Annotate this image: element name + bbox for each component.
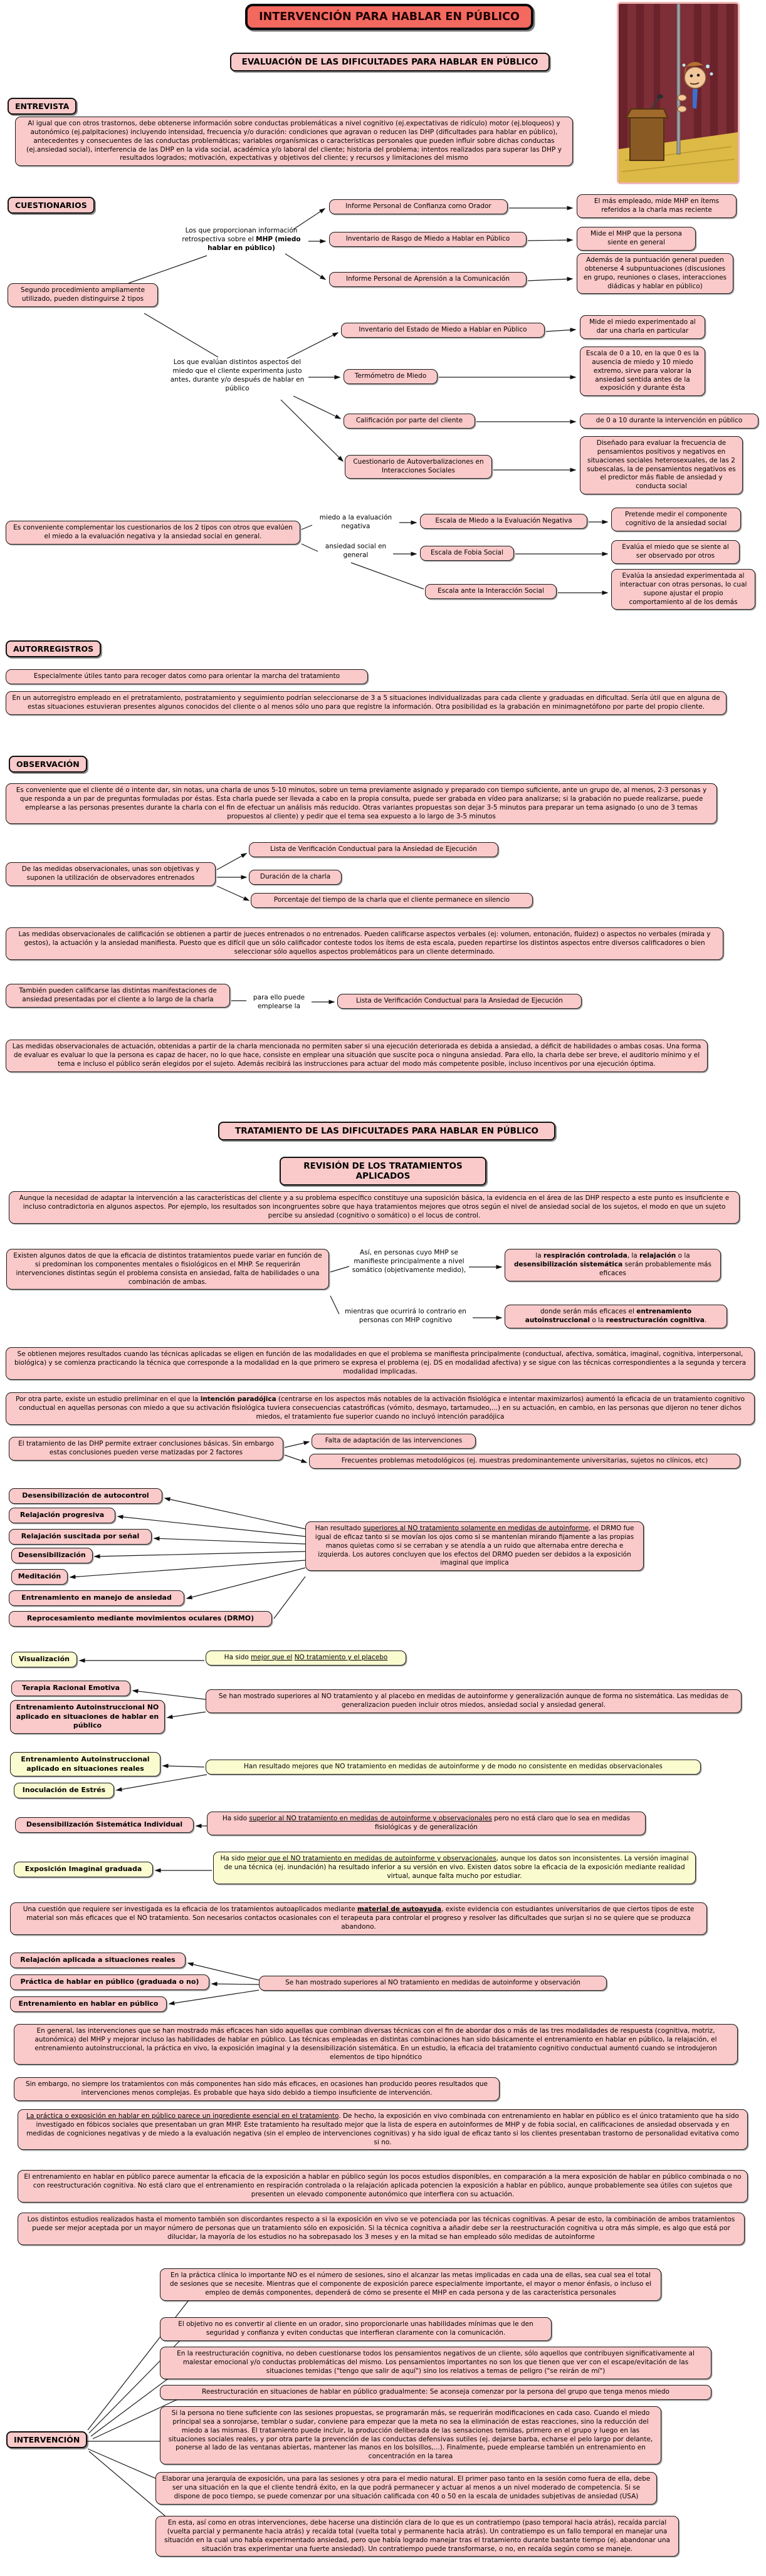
box-interaccion-social-desc: Evalúa la ansiedad experimentada al interactuar con otras personas, lo cual supone ajustar el propio comportamiento al de los demás [611,569,755,610]
box-escala-interaccion-social: Escala ante la Interacción Social [425,584,557,599]
box-inoculacion-estres: Inoculación de Estrés [14,1783,114,1798]
box-desensibilizacion-autocontrol: Desensibilización de autocontrol [9,1488,162,1504]
box-sin-embargo: Sin embargo, no siempre los tratamientos con más componentes han sido más eficaces, en ocasiones han producido peores resultados que intervenciones menos complejas. Es probable que haya sido debido a tiempo insuficiente de intervención. [14,2077,500,2101]
box-visualizacion: Visualización [11,1652,77,1667]
box-intervencion-recaidas: En esta, así como en otras intervenciones, debe hacerse una distinción clara de lo que es un contratiempo (paso temporal hacia atrás), recaída parcial (vuelta parcial y permanente hacia atrás) y recaída total (vuelta total y permanente hacia atrás). Un contratiempo es un fallo temporal en manejar una situación en la cual uno había experimentado ansiedad, pero que había logrado manejar tras el tratamiento durante bastante tiempo (ej. abandonar una situación tras experimentar una fuerte ansiedad). Un contratiempo puede transformarse, o no, en recaída según como se maneje. [155,2516,679,2557]
box-cluster4-resultado: Han resultado mejores que NO tratamiento en medidas de autoinforme y de modo no consistente en medidas observacionales [206,1760,701,1775]
box-existen-datos: Existen algunos datos de que la eficacia de distintos tratamientos puede variar en función de si predominan los componentes mentales o fisiológicos en el MHP. Se requerirán intervenciones distintas según el problema consista en ansiedad, falta de habilidades o una combinación de ambas. [6,1249,329,1290]
link-para-ello: para ello puede emplearse la [253,994,305,1010]
box-informe-confianza-orador: Informe Personal de Confianza como Orador [329,199,508,214]
box-relajacion-aplicada: Relajación aplicada a situaciones reales [10,1953,186,1968]
box-cuestionario-autoverbalizaciones: Cuestionario de Autoverbalizaciones en Interacciones Sociales [345,455,492,479]
entrevista-text-box: Al igual que con otros trastornos, debe obtenerse información sobre conductas problemáticas a nivel cognitivo (ej.expectativas de ridículo) motor (ej.bloqueos) y autonómico (ej.palpitaciones) incluyendo intensidad, frecuencia y/o duración: condiciones que agravan o reducen las DHP (dificultades para hablar en público), antecedentes y consecuentes de las conductas problemáticas; variables organísmicas o características personales que pueden influir sobre dichas conductas (ej.ansiedad social), interferencia de las DHP en la vida social, académica y/o laboral del cliente; historia del problema; intentos realizados para superar las DHP y resultados logrados; motivación, expectativas y objetivos del cliente; y recursos y limitaciones del mismo [15,117,573,166]
evaluacion-header: EVALUACIÓN DE LAS DIFICULTADES PARA HABLAR EN PÚBLICO [230,53,550,71]
box-relajacion-senal: Relajación suscitada por señal [9,1529,152,1545]
box-medidas-objetivas: De las medidas observacionales, unas son objetivas y suponen la utilización de observadores entrenados [6,862,216,886]
box-entrenamiento-autoinstruccional-no: Entrenamiento Autoinstruccional NO aplicado en situaciones de hablar en público [10,1700,165,1734]
box-intervencion-jerarquia: Elaborar una jerarquía de exposición, una para las sesiones y otra para el medio natural. El primer paso tanto en la sesión como fuera de ella, debe ser una situación en la que el cliente tendrá éxito, en la que podrá permanecer y actuar al menos a un nivel moderado de competencia. Si se dispone de poco tiempo, se puede comenzar por una situación calificada con 40 o 50 en la escala de unidades subjetivas de ansiedad (USA) [155,2472,657,2505]
box-informe-aprension: Informe Personal de Aprensión a la Comunicación [329,272,527,287]
box-calificacion-desc: de 0 a 10 durante la intervención en público [580,414,758,429]
box-adaptar-intervencion: Aunque la necesidad de adaptar la intervención a las características del cliente y a su problema específico constituye una suposición básica, la evidencia en el área de las DHP respecto a este punto es insuficiente e incluso contradictoria en algunos aspectos. Por ejemplo, los resultados son incongruentes sobre que haya tratamientos mejores que otros según el nivel de ansiedad social de los sujetos, el modo en que un sujeto percibe su ansiedad (cognitivo o somático) o el locus de control. [9,1191,740,1224]
box-autorregistro-texto: En un autorregistro empleado en el pretratamiento, postratamiento y seguimiento podrían seleccionarse de 3 a 5 situaciones individualizadas para cada cliente y graduadas en dificultad. Sería útil que en alguna de estas situaciones estuvieran presentes algunos conocidos del cliente o al menos sólo uno para que registre la información. Otra posibilidad es la grabación en minimagnetófono por parte del propio cliente. [6,691,727,715]
box-porcentaje-silencio: Porcentaje del tiempo de la charla que el cliente permanece en silencio [251,893,533,908]
box-entrenamiento-autoinstruccional-si: Entrenamiento Autoinstruccional aplicado en situaciones reales [10,1752,160,1776]
node-mhp-cognitivo: mientras que ocurrirá lo contrario en personas con MHP cognitivo [345,1308,466,1324]
box-intervencion-reestructuracion: En la reestructuración cognitiva, no deben cuestionarse todos los pensamientos negativos de un cliente, sólo aquellos que contribuyen significativamente al malestar emocional y/o conductas problemáticas del mismo. Los pensamientos importantes no son los que tienen que ver con el escape/evitación de las situaciones temidas ("tengo que salir de aquí") sino los relativos a temas de peligro ("se reirán de mí") [160,2347,711,2379]
box-complementar-cuestionarios: Es conveniente complementar los cuestionarios de los 2 tipos con otros que evalúen el miedo a la evaluación negativa y la ansiedad social en general. [6,521,300,545]
box-termometro-miedo: Termómetro de Miedo [344,369,438,384]
box-intervencion-sensaciones: Si la persona no tiene suficiente con las sesiones propuestas, se programarán más, se requerirán modificaciones en cada caso. Cuando el miedo principal sea a sonrojarse, temblar o sudar, conviene para empezar que la meta no sea la eliminación de estas reacciones, sino la reducción del miedo a las mismas. El tratamiento puede incluir, la producción deliberada de las sensaciones temidas, primero en el grupo y luego en las situaciones sociales reales, y por otra parte la prevención de las conductas defensivas sutiles (ej. dejarse barba, echarse el pelo largo por delante, ponerse al lado de las ventanas abiertas, mantener las manos en los bolsillos,...). Finalmente, puede emplearse también un entrenamiento en concentración en la tarea [160,2406,661,2464]
box-autorregistros-utiles: Especialmente útiles tanto para recoger datos como para orientar la marcha del tratamiento [6,669,368,684]
box-cluster7-resultado: Se han mostrado superiores al NO tratamiento en medidas de autoinforme y observación [259,1976,607,1991]
box-inventario-estado-desc: Mide el miedo experimentado al dar una charla en particular [580,315,705,339]
box-cluster6-resultado: Ha sido mejor que el NO tratamiento en medidas de autoinforme y observacionales, aunque los datos son inconsistentes. La versión imaginal de una técnica (ej. inundación) ha resultado inferior a su versión en vivo. Existen datos sobre la eficacia de la exposición mediante realidad virtual, aunque falta mucho por estudiar. [213,1852,696,1884]
box-intervencion-gradual: Reestructuración en situaciones de hablar en público gradualmente: Se aconseja comenzar por la persona del grupo que tenga menos miedo [160,2385,711,2400]
box-cluster5-resultado: Ha sido superior al NO tratamiento en medidas de autoinforme y observacionales pero no está claro que lo sea en medidas fisiológicas y de generalización [207,1812,646,1835]
box-manejo-ansiedad: Entrenamiento en manejo de ansiedad [9,1590,184,1606]
nervous-speaker-illustration [619,4,738,182]
box-intervencion-sesiones: En la práctica clínica lo importante NO es el número de sesiones, sino el alcanzar las metas implicadas en cada una de ellas, sea cual sea el total de sesiones que se necesite. Mientras que el componente de exposición parece especialmente importante, el mayor o menor énfasis, o incluso el empleo de demás componentes, dependerá de cómo se presente el MHP en cada persona y de las característica personales [160,2268,661,2301]
box-segundo-procedimiento: Segundo procedimiento ampliamente utilizado, pueden distinguirse 2 tipos [8,283,158,307]
box-autoverbalizaciones-desc: Diseñado para evaluar la frecuencia de pensamientos positivos y negativos en situaciones sociales heterosexuales, de las 2 subescalas, la de pensamientos negativos es el predictor más fiable de ansiedad y conducta social [580,436,743,494]
speaker-cartoon-image [617,2,740,184]
box-relajacion-progresiva: Relajación progresiva [9,1508,115,1523]
box-tambien-calificarse: También pueden calificarse las distintas manifestaciones de ansiedad presentadas por el cliente a lo largo de la charla [6,984,230,1008]
box-escala-miedo-desc: Pretende medir el componente cognitivo de la ansiedad social [611,508,741,531]
box-en-general: En general, las intervenciones que se han mostrado más eficaces han sido aquellas que combinan diversas técnicas con el fin de abordar dos o más de las tres modalidades de respuesta (cognitiva, motriz, autonómica) del MHP y mejorar incluso las habilidades de hablar en público. Las técnicas empleadas en distintas combinaciones han sido básicamente el entrenamiento en hablar en público, la relajación, el entrenamiento autoinstruccional, la práctica en vivo, la exposición imaginal y la desensibilización sistemática. En un estudio, la eficacia del tratamiento cognitivo conductual aumentó cuando se introdujeron elementos de tipo hipnótico [14,2024,738,2065]
entrevista-label: ENTREVISTA [8,98,76,115]
box-practica-esencial: La práctica o exposición en hablar en público parece un ingrediente esencial en el tratamiento. De hecho, la exposición en vivo combinada con entrenamiento en hablar en público es el único tratamiento que ha sido investigado en fóbicos sociales que presentaban un gran MHP. Este tratamiento ha resultado mejor que la lista de espera en autoinformes de MHP y de fobia social, en calificaciones de ansiedad observada y en medidas de cogniciones negativas y de miedo a la evaluación negativa (sin el empleo de intervenciones cognitivas) y ha sido igual de eficaz tanto si los clientes presentaban trastorno de personalidad evitativa como si no. [18,2109,748,2150]
box-terapia-racional-emotiva: Terapia Racional Emotiva [11,1681,130,1696]
box-medidas-actuacion: Las medidas observacionales de actuación, obtenidas a partir de la charla mencionada no permiten saber si una ejecución deteriorada es debida a ansiedad, a déficit de habilidades o ambas cosas. Una forma de evaluar es evaluar lo que la persona es capaz de hacer, no lo que hace, consiste en emplear una situación que suscite poca o ninguna ansiedad. Para ello, la charla debe ser breve, el auditorio mínimo y el tema e incluso el público serán elegidos por el sujeto. Además recibirá las instrucciones para actuar del modo más competente posible, incluso incentivos por una ejecución óptima. [6,1040,708,1072]
box-visualizacion-resultado: Ha sido mejor que el NO tratamiento y el placebo [206,1650,406,1666]
box-inventario-estado: Inventario del Estado de Miedo a Hablar en Público [341,323,545,338]
box-mejores-resultados: Se obtienen mejores resultados cuando las técnicas aplicadas se eligen en función de las modalidades en que el problema se manifiesta principalmente (conductual, afectiva, somática, imaginal, cognitiva, interpersonal, biológica) y se comienza practicando la técnica que corresponde a la modalidad en la que primero se expresa el problema (ej. DS en modalidad afectiva) y se sigue con las técnicas correspondientes a la segunda y tercera modalidad implicadas. [6,1347,755,1380]
box-desensibilizacion: Desensibilización [11,1548,93,1563]
box-informe-confianza-desc: El más empleado, mide MHP en ítems referidos a la charla mas reciente [577,194,737,218]
node-mhp-somatico: Así, en personas cuyo MHP se manifieste principalmente a nivel somático (objetivamente medido), [352,1249,466,1274]
box-lista-verificacion: Lista de Verificación Conductual para la Ansiedad de Ejecución [249,842,498,857]
box-medidas-calificacion: Las medidas observacionales de calificación se obtienen a partir de jueces entrenados o no entrenados. Pueden calificarse aspectos verbales (ej: volumen, entonación, fluidez) o aspectos no verbales (mirada y gestos), la actuación y la ansiedad manifiesta. Puesto que es difícil que un sólo calificador conteste todos los ítems de esta escala, pueden repartirse los distintos aspectos entre diversos calificadores o bien seleccionar sólo aquellos aspectos problemáticos para un cliente determinado. [6,927,723,960]
box-tecnicas-somaticas: la respiración controlada, la relajación o la desensibilización sistemática serán probablemente más eficaces [505,1249,721,1281]
box-inventario-rasgo: Inventario de Rasgo de Miedo a Hablar en Público [329,232,527,247]
box-conclusiones-basicas: El tratamiento de las DHP permite extraer conclusiones básicas. Sin embargo estas conclusiones pueden verse matizadas por 2 factores [9,1437,283,1461]
retrospectivos-node: Los que proporcionan información retrospectiva sobre el MHP (miedo hablar en público) [182,227,301,252]
box-problemas-metodologicos: Frecuentes problemas metodológicos (ej. muestras predominantemente universitarias, sujetos no clínicos, etc) [309,1454,740,1469]
box-exposicion-imaginal: Exposición Imaginal graduada [14,1862,153,1877]
box-intencion-paradojica: Por otra parte, existe un estudio preliminar en el que la intención paradójica (centrarse en los aspectos más notables de la activación fisiológica e intentar maximizarlos) aumentó la eficacia de un tratamiento cognitivo conductual en aquellas personas con miedo a que su activación fisiológica tuviera consecuencias catastróficas (vómito, desmayo, tartamudeo,...) en su actuación, en cambio, en las personas que dijeron no tener dichos miedos, el tratamiento fue superior cuando no incluyó intención paradójica [6,1392,755,1425]
box-material-autoayuda: Una cuestión que requiere ser investigada es la eficacia de los tratamientos autoaplicados mediante material de autoayuda, existe evidencia con estudiantes universitarios de que ciertos tipos de este material son más eficaces que el NO tratamiento. Son necesarios contactos ocasionales con el terapeuta para controlar el progreso y resolver las dificultades que surjan si no se quiere que se produzca abandono. [10,1902,707,1935]
estado-node: Los que evalúan distintos aspectos del miedo que el cliente experimenta justo antes, durante y/o después de hablar en público [170,358,305,392]
box-lista-verificacion-2: Lista de Verificación Conductual para la Ansiedad de Ejecución [337,994,582,1009]
revision-header: REVISIÓN DE LOS TRATAMIENTOS APLICADOS [280,1157,486,1186]
box-ds-individual: Desensibilización Sistemática Individual [15,1817,194,1833]
link-miedo-evaluacion: miedo a la evaluación negativa [319,514,392,530]
box-tecnicas-cognitivas: donde serán más eficaces el entrenamiento autoinstruccional o la reestructuración cognitiva. [505,1305,727,1328]
box-escala-miedo-evaluacion: Escala de Miedo a la Evaluación Negativa [420,514,587,529]
observacion-label: OBSERVACIÓN [9,756,87,773]
box-escala-fobia-social: Escala de Fobia Social [420,546,514,561]
box-fobia-social-desc: Evalúa el miedo que se siente al ser observado por otros [611,540,740,564]
box-cluster3-resultado: Se han mostrado superiores al NO tratamiento y al placebo en medidas de autoinforme y generalización aunque de forma no sistemática. Las medidas de generalizacion pueden incluir otros miedos, ansiedad social y ansiedad general. [206,1689,742,1713]
box-intervencion-objetivo: El objetivo no es convertir al cliente en un orador, sino proporcionarle unas habilidades mínimas que le den seguridad y confianza y eviten conductas que interfieran claramente con la comunicación. [160,2317,552,2341]
page-title: INTERVENCIÓN PARA HABLAR EN PÚBLICO [245,4,533,30]
box-practica-hablar: Práctica de hablar en público (graduada o no) [10,1974,209,1990]
box-informe-aprension-desc: Además de la puntuación general pueden obtenerse 4 subpuntuaciones (discusiones en grupo, reuniones o clases, interacciones diádicas y hablar en público) [577,253,733,294]
box-inventario-rasgo-desc: Mide el MHP que la persona siente en general [577,227,696,251]
box-observacion-texto: Es conveniente que el cliente dé o intente dar, sin notas, una charla de unos 5-10 minutos, sobre un tema previamente asignado y preparado con tiempo suficiente, ante un grupo de, al menos, 2-3 personas y que responda a un par de preguntas formuladas por éstas. Esta charla puede ser llevada a cabo en la propia consulta, puede ser grabada en vídeo para analizarse; si la grabación no puede realizarse, puede emplearse a las personas presentes durante la charla con el fin de efectuar un análisis más reducido. Otras variantes propuestas son dejar 3-5 minutos para preparar un tema asignado (o uno de 3 temas propuestos al cliente) y pedir que el tema sea expuesto a lo largo de 3-5 minutos [6,783,717,824]
intervencion-label: INTERVENCIÓN [6,2431,87,2448]
box-meditacion: Meditación [11,1569,68,1585]
autorregistros-label: AUTORREGISTROS [6,640,101,657]
box-estudios-discordantes: Los distintos estudios realizados hasta el momento también son discordantes respecto a si la exposición en vivo se ve potenciada por las técnicas cognitivas. A pesar de esto, la combinación de ambos tratamientos puede ser mejor aceptada por un mayor número de personas que un tratamiento sólo en exposición. Si la técnica cognitiva a añadir debe ser la reestructuración cognitiva u otra más simple, es algo que está por dilucidar, la mayoría de los estudios no ha sobrepasado los 3 meses y en la mitad se han empleado sólo medidas de autoinforme [18,2213,745,2245]
box-duracion-charla: Duración de la charla [249,870,342,885]
box-entrenamiento-aumenta: El entrenamiento en hablar en público parece aumentar la eficacia de la exposición a hablar en público según los pocos estudios disponibles, en comparación a la mera exposición de hablar en público combinada o no con reestructuración cognitiva. No está claro que el entrenamiento en respiración controlada o la relajación aplicada potencien la exposición a hablar en público, aunque probablemente sea útiles con sujetos que presenten un elevado componente autonómico que interfiera con su actuación. [18,2170,748,2203]
box-termometro-desc: Escala de 0 a 10, en la que 0 es la ausencia de miedo y 10 miedo extremo, sirve para valorar la ansiedad sentida antes de la exposición y durante ésta [580,347,705,396]
box-drmo: Reprocesamiento mediante movimientos oculares (DRMO) [9,1611,272,1627]
tratamiento-header: TRATAMIENTO DE LAS DIFICULTADES PARA HABLAR EN PÚBLICO [218,1122,555,1140]
box-entrenamiento-hablar: Entrenamiento en hablar en público [10,1996,167,2012]
link-ansiedad-social: ansiedad social en general [325,543,387,559]
cuestionarios-label: CUESTIONARIOS [8,197,95,214]
box-calificacion-cliente: Calificación por parte del cliente [344,414,475,429]
box-cluster1-resultado: Han resultado superiores al NO tratamiento solamente en medidas de autoinforme, el DRMO fue igual de eficaz tanto si se movían los ojos como si se mantenían mirando fijamente a las propias manos quietas como si se cerraban y se atendía a un ruido que alternaba entre derecha e izquierda. Los autores concluyen que los efectos del DRMO pueden ser debidos a la exposición imaginal que implica [305,1521,644,1571]
box-falta-adaptacion: Falta de adaptación de las intervenciones [312,1434,476,1449]
